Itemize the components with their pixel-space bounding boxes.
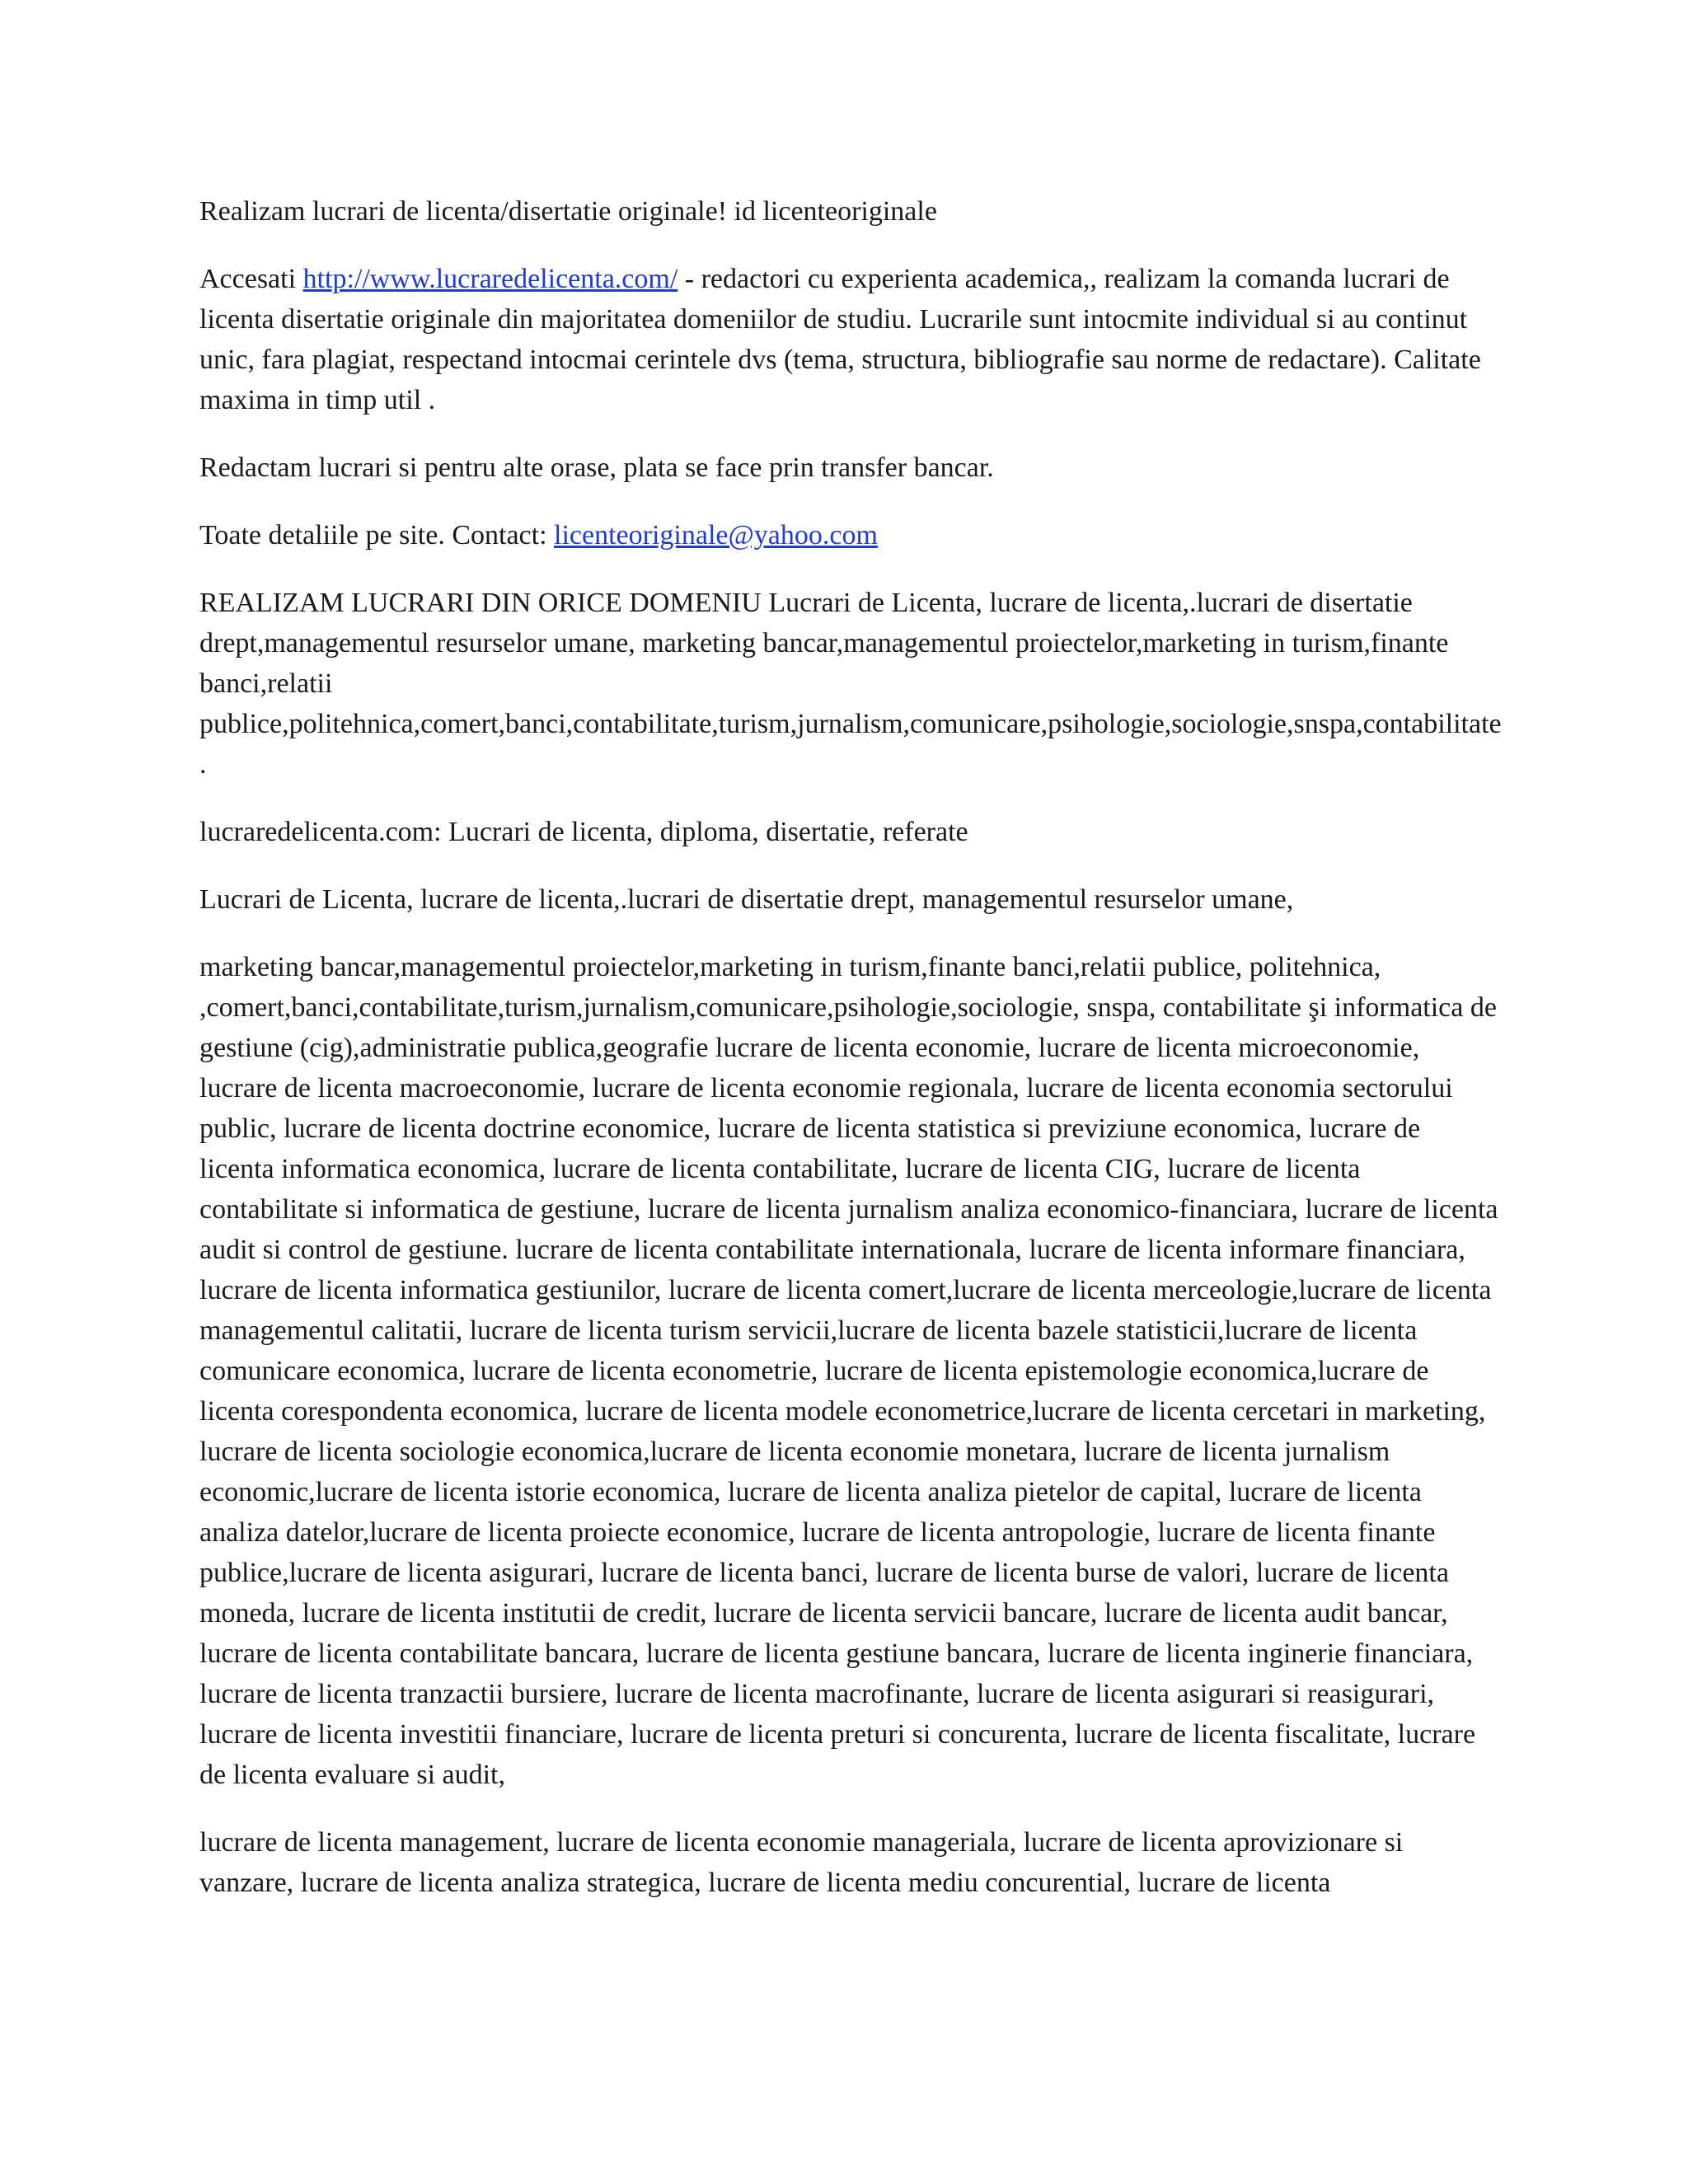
access-paragraph: [199, 259, 1502, 420]
domains-paragraph: REALIZAM LUCRARI DIN ORICE DOMENIU Lucrari de Licenta, lucrare de licenta,.lucrari de disertatie drept,managementul resurselor umane, marketing bancar,managementul proiectelor,marketing in turism,finante banci,relatii publice,politehnica,comert,banci,contabilitate,turism,jurnalism,comunicare,psihologie,sociologie,snspa,contabilitate .: [199, 588, 1502, 780]
topics-heading-paragraph: Lucrari de Licenta, lucrare de licenta,.lucrari de disertatie drept, managementul resurselor umane,: [199, 884, 1294, 915]
contact-paragraph: [199, 515, 1502, 555]
access-text: - redactori cu experienta academica,, realizam la comanda lucrari de licenta disertatie originale din majoritatea domeniilor de studiu. Lucrarile sunt intocmite individual si au continut unic, fara plagiat, respectand intocmai cerintele dvs (tema, structura, bibliografie sau norme de redactare). Calitate maxima in timp util .: [199, 264, 1481, 415]
intro-line: Realizam lucrari de licenta/disertatie originale! id licenteoriginale: [199, 196, 937, 227]
management-topics-paragraph: lucrare de licenta management, lucrare de licenta economie manageriala, lucrare de licenta aprovizionare si vanzare, lucrare de licenta analiza strategica, lucrare de licenta mediu concurential, lucrare de licenta: [199, 1827, 1404, 1898]
contact-prefix: Toate detaliile pe site. Contact:: [199, 520, 555, 551]
access-prefix: Accesati: [199, 264, 303, 294]
document-page: [199, 191, 1502, 1930]
topics-list-paragraph: marketing bancar,managementul proiectelor,marketing in turism,finante banci,relatii publice, politehnica, ,comert,banci,contabilitate,turism,jurnalism,comunicare,psihologie,sociologie, snspa, contabilitate şi informatica de gestiune (cig),administratie publica,geografie lucrare de licenta economie, lucrare de licenta microeconomie, lucrare de licenta macroeconomie, lucrare de licenta economie regionala, lucrare de licenta economia sectorului public, lucrare de licenta doctrine economice, lucrare de licenta statistica si previziune economica, lucrare de licenta informatica economica, lucrare de licenta contabilitate, lucrare de licenta CIG, lucrare de licenta contabilitate si informatica de gestiune, lucrare de licenta jurnalism analiza economico-financiara, lucrare de licenta audit si control de gestiune. lucrare de licenta contabilitate internationala, lucrare de licenta informare financiara, lucrare de licenta informatica gestiunilor, lucrare de licenta comert,lucrare de licenta merceologie,lucrare de licenta managementul calitatii, lucrare de licenta turism servicii,lucrare de licenta bazele statisticii,lucrare de licenta comunicare economica, lucrare de licenta econometrie, lucrare de licenta epistemologie economica,lucrare de licenta corespondenta economica, lucrare de licenta modele econometrice,lucrare de licenta cercetari in marketing, lucrare de licenta sociologie economica,lucrare de licenta economie monetara, lucrare de licenta jurnalism economic,lucrare de licenta istorie economica, lucrare de licenta analiza pietelor de capital, lucrare de licenta analiza datelor,lucrare de licenta proiecte economice, lucrare de licenta antropologie, lucrare de licenta finante publice,lucrare de licenta asigurari, lucrare de licenta banci, lucrare de licenta burse de valori, lucrare de licenta moneda, lucrare de licenta institutii de credit, lucrare de licenta servicii bancare, lucrare de licenta audit bancar, lucrare de licenta contabilitate bancara, lucrare de licenta gestiune bancara, lucrare de licenta inginerie financiara, lucrare de licenta tranzactii bursiere, lucrare de licenta macrofinante, lucrare de licenta asigurari si reasigurari, lucrare de licenta investitii financiare, lucrare de licenta preturi si concurenta, lucrare de licenta fiscalitate, lucrare de licenta evaluare si audit,: [199, 952, 1498, 1790]
site-link[interactable]: http://www.lucraredelicenta.com/: [302, 264, 678, 294]
other-cities-paragraph: Redactam lucrari si pentru alte orase, plata se face prin transfer bancar.: [199, 452, 994, 483]
email-link[interactable]: licenteoriginale@yahoo.com: [554, 520, 878, 551]
site-tagline: lucraredelicenta.com: Lucrari de licenta, diploma, disertatie, referate: [199, 817, 968, 847]
